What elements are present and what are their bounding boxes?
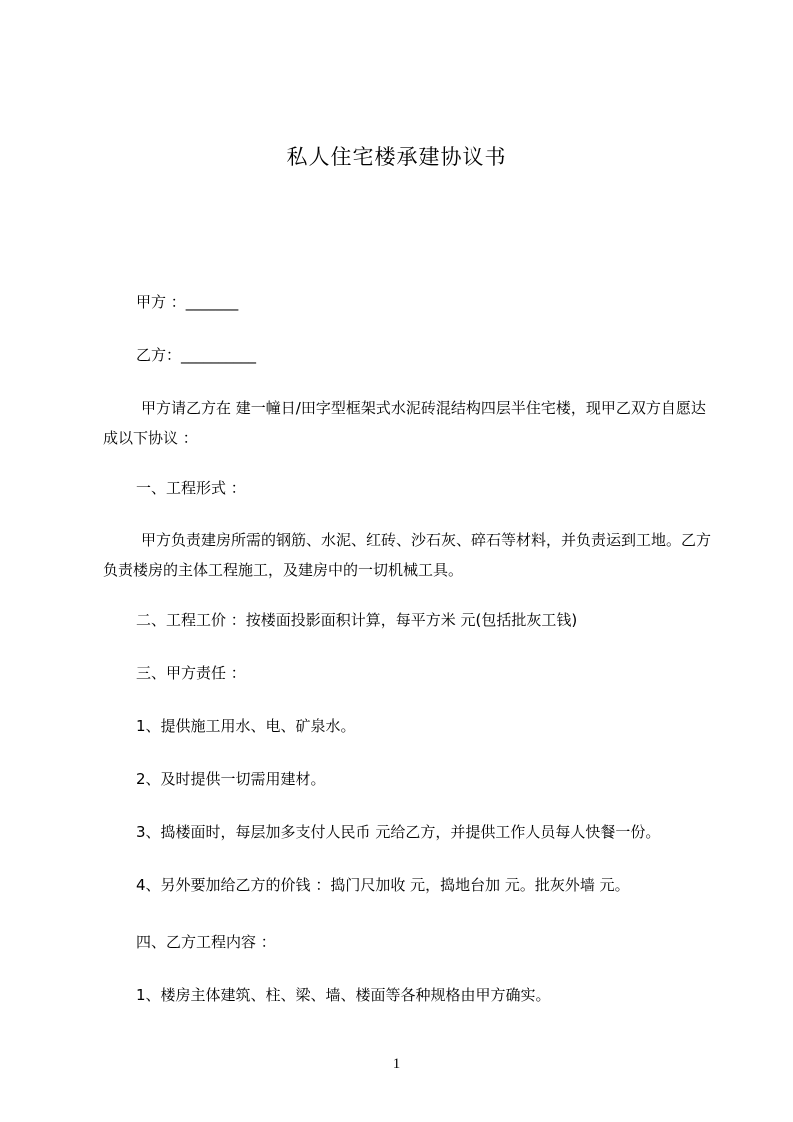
party-a-line: 甲方 ：_______ xyxy=(136,293,239,311)
section1-text: 甲方负责建房所需的钢筋、水泥、红砖、沙石灰、碎石等材料，并负责运到工地。乙方负责楼房的主体工程施工，及建房中的一切机械工具。 xyxy=(103,531,712,579)
document-title: 私人住宅楼承建协议书 xyxy=(286,145,507,169)
section3-item-1: 1、提供施工用水、电、矿泉水。 xyxy=(136,717,356,735)
section3-heading: 三、甲方责任 ： xyxy=(136,664,246,682)
section3-item-4: 4、另外要加给乙方的价钱 ：捣门尺加收 元，捣地台加 元。批灰外墙 元。 xyxy=(136,876,630,894)
section4-item-1: 1、楼房主体建筑、柱、梁、墙、楼面等各种规格由甲方确实。 xyxy=(136,986,551,1004)
intro-text: 甲方请乙方在 建一幢日/田字型框架式水泥砖混结构四层半住宅楼，现甲乙双方自愿达成以下协议 ： xyxy=(103,399,706,447)
section3-item-3: 3、捣楼面时，每层加多支付人民币 元给乙方，并提供工作人员每人快餐一份。 xyxy=(136,823,661,841)
page-number: 1 xyxy=(392,1056,401,1072)
section4-heading: 四、乙方工程内容 ： xyxy=(136,933,276,951)
intro-paragraph xyxy=(103,393,713,453)
section2-line: 二、工程工价 ：按楼面投影面积计算，每平方米 元(包括批灰工钱) xyxy=(136,611,578,629)
party-b-line: 乙方：__________ xyxy=(136,346,257,364)
section3-item-2: 2、及时提供一切需用建材。 xyxy=(136,770,326,788)
section1-paragraph xyxy=(103,525,713,585)
section1-heading: 一、工程形式 ： xyxy=(136,479,246,497)
